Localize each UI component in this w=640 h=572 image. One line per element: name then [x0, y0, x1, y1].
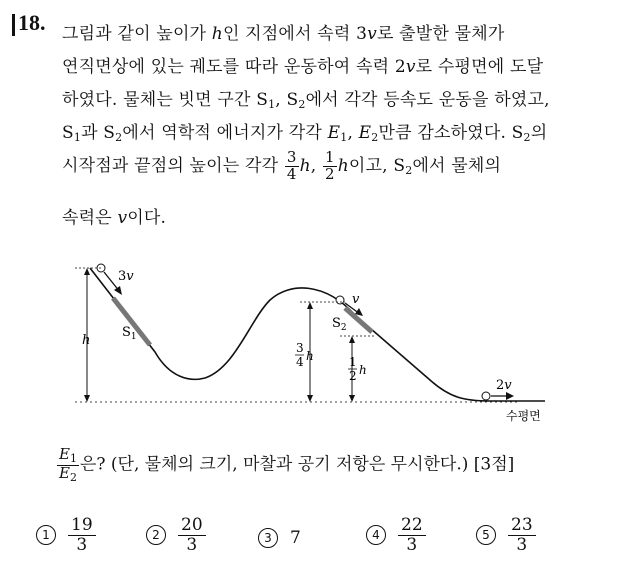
choice-3[interactable]: 3 7 [258, 528, 301, 548]
choice-1[interactable]: 1 $\frac{19}{3}$ [36, 516, 96, 554]
h-arrow-top [84, 268, 90, 275]
label-3v: 3v [118, 269, 134, 284]
choice-4[interactable]: 4 $\frac{22}{3}$ [366, 516, 426, 554]
question-line-2: 연직면상에 있는 궤도를 따라 운동하여 속력 2v로 수평면에 도달 [62, 57, 544, 77]
label-34h-den: 4 [296, 355, 304, 369]
ask-line [56, 447, 514, 483]
label-34h-num: 3 [296, 341, 304, 355]
choice-5-marker: 5 [476, 525, 496, 545]
choice-3-marker: 3 [258, 528, 278, 548]
label-2v: 2v [496, 378, 512, 393]
label-s1: $S_1$ [122, 325, 137, 342]
label-12h-h: h [359, 363, 367, 377]
label-12h-num: 1 [349, 355, 357, 369]
34h-arrow-bottom [307, 395, 313, 402]
question-line-1: 그림과 같이 높이가 h인 지점에서 속력 3v로 출발한 물체가 [62, 24, 505, 44]
choice-2[interactable]: 2 $\frac{20}{3}$ [146, 516, 206, 554]
arrow-2v-head [506, 392, 514, 400]
label-34h-h: h [306, 349, 314, 363]
h-arrow-bottom [84, 395, 90, 402]
label-s2: $S_2$ [332, 316, 347, 333]
34h-arrow-top [307, 302, 313, 309]
question-number: 18. [18, 10, 46, 35]
12h-arrow-top [349, 336, 355, 343]
label-ground: 수평면 [506, 409, 541, 423]
question-line-6: 속력은 v이다. [62, 208, 167, 228]
track-curve [90, 268, 545, 401]
arrow-3v-head [114, 286, 122, 295]
end-object [482, 392, 490, 400]
answer-choices [0, 516, 640, 568]
choice-1-marker: 1 [36, 525, 56, 545]
question-line-4: $S_1$과 $S_2$에서 역학적 에너지가 각각 $E_1$, $E_2$만큼 감소하였다. $S_2$의 [62, 123, 548, 144]
track-diagram [60, 238, 560, 428]
ask-text: 은? (단, 물체의 크기, 마찰과 공기 저항은 무시한다.) [3점] [79, 454, 515, 475]
choice-4-marker: 4 [366, 525, 386, 545]
label-v: v [352, 292, 360, 307]
question-marker-bar [12, 14, 15, 36]
ask-fraction: $\frac{E_1}{E_2}$ [59, 445, 77, 484]
label-12h-den: 2 [349, 369, 357, 383]
question-line-5: 시작점과 끝점의 높이는 각각 $\frac{3}{4}$ h, $\frac{1}{2}$ h이고, $S_2$에서 물체의 [62, 148, 502, 183]
s2-object [336, 296, 344, 304]
label-h: h [82, 333, 91, 348]
choice-2-marker: 2 [146, 525, 166, 545]
12h-arrow-bottom [349, 395, 355, 402]
choice-5[interactable]: 5 $\frac{23}{3}$ [476, 516, 536, 554]
question-line-3: 하였다. 물체는 빗면 구간 $S_1$, $S_2$에서 각각 등속도 운동을 하였고, [62, 90, 550, 111]
